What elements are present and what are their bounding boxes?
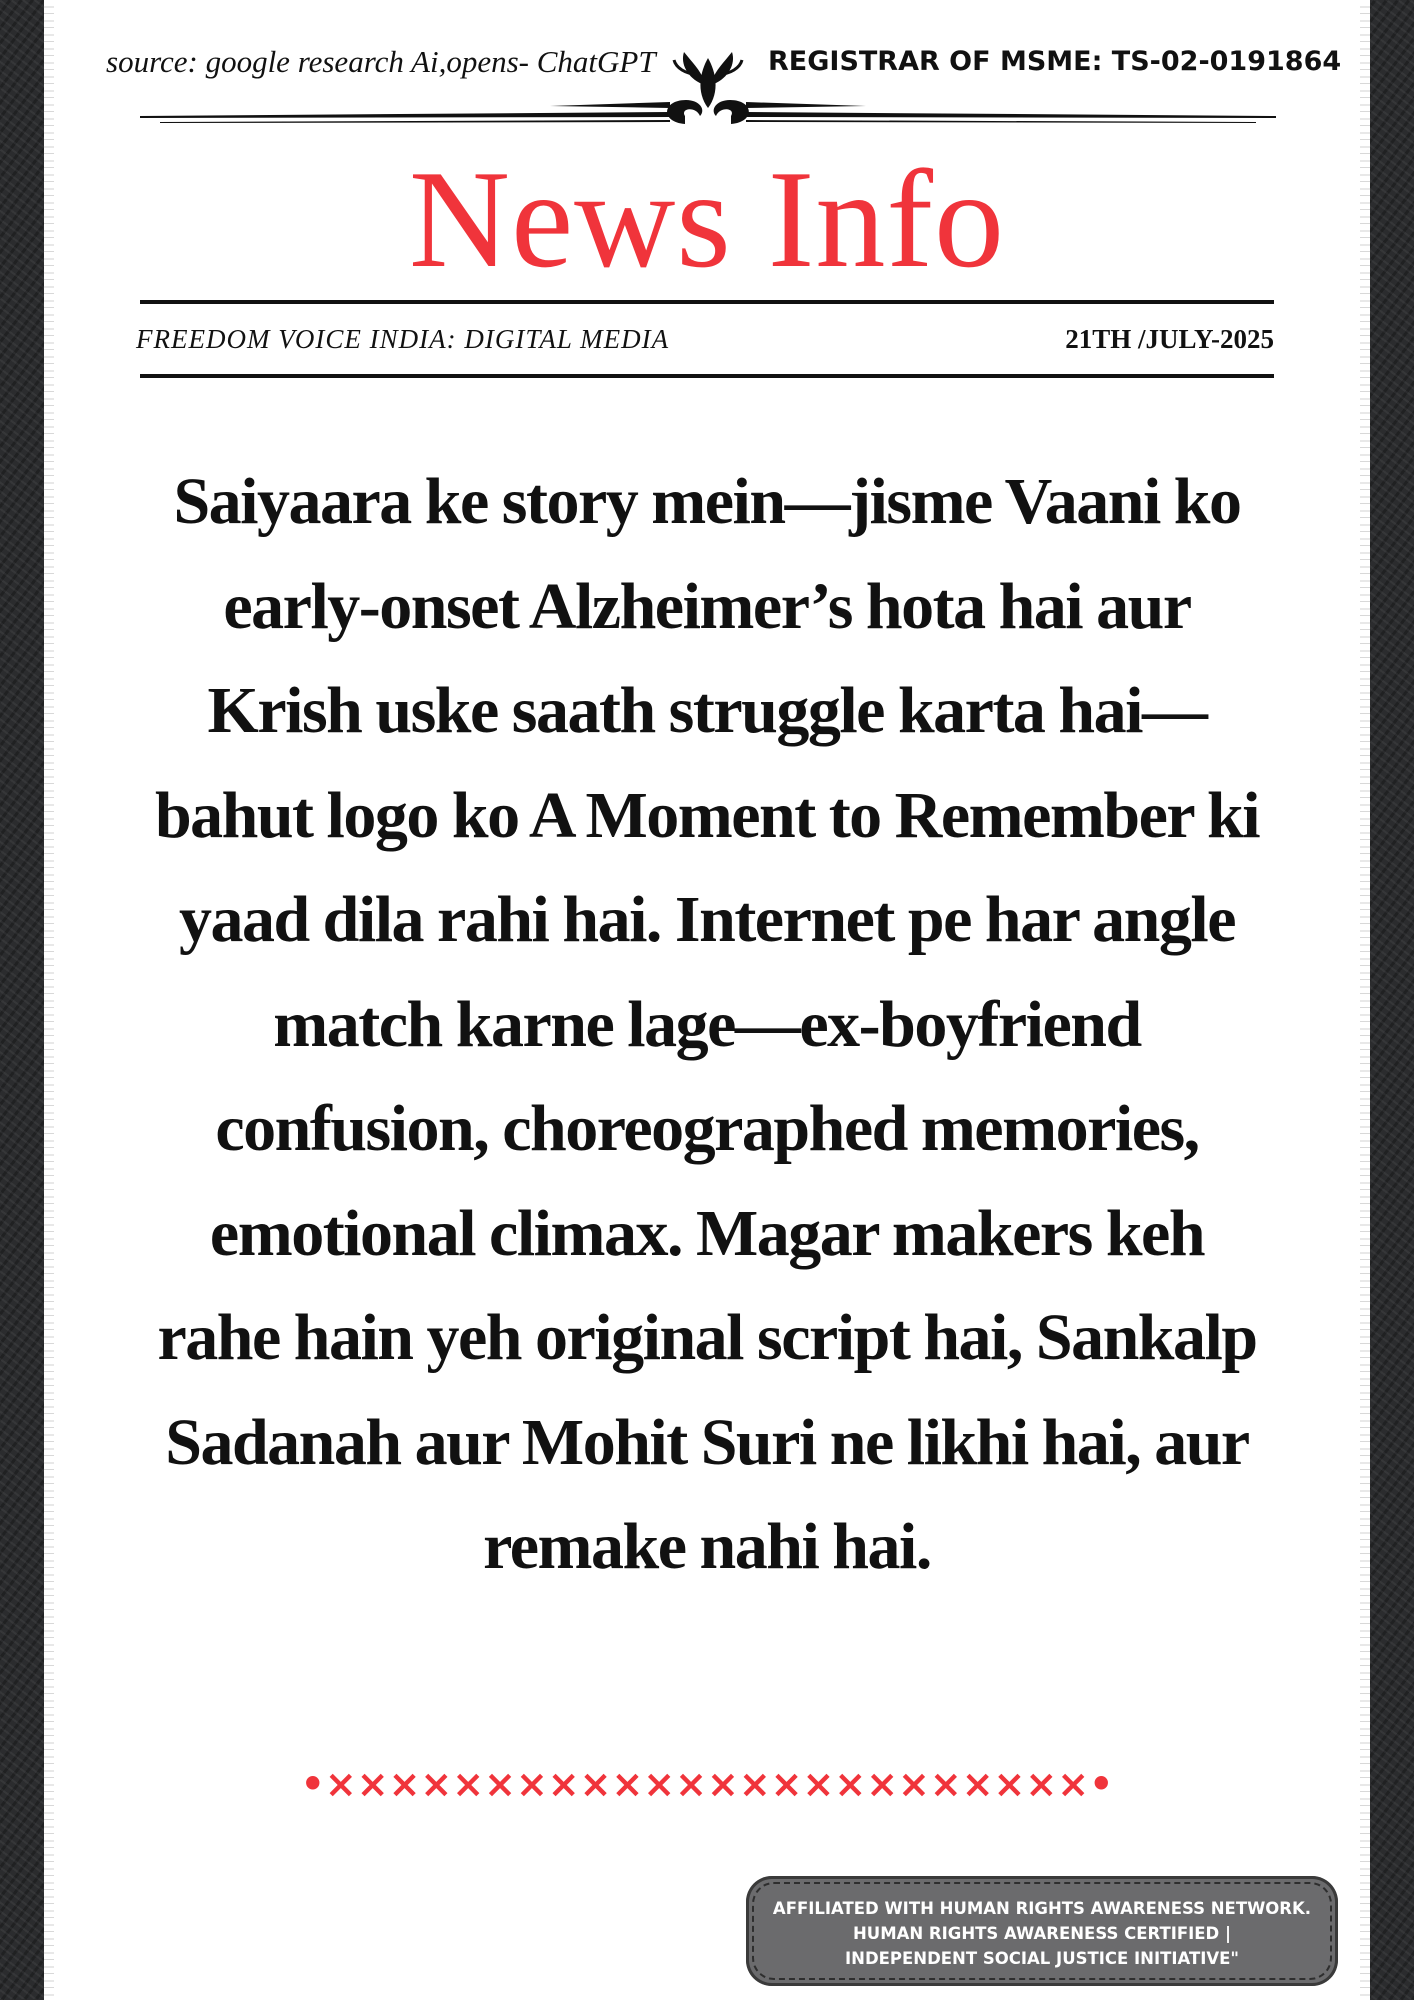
newspaper-title: News Info [408, 142, 1006, 297]
badge-text [746, 1896, 1338, 1971]
publication-name: FREEDOM VOICE INDIA: DIGITAL MEDIA [136, 324, 670, 354]
badge-line-3: INDEPENDENT SOCIAL JUSTICE INITIATIVE" [845, 1949, 1239, 1968]
decorative-divider: •××××××××××××××××××××××××• [300, 1762, 1114, 1806]
registrar-number: REGISTRAR OF MSME: TS-02-0191864 [768, 46, 1342, 77]
article-body: Saiyaara ke story mein—jisme Vaani ko early-onset Alzheimer’s hota hai aur Krish uske saath struggle karta hai—bahut logo ko A Moment to Remember ki yaad dila rahi hai. Internet pe har angle match karne lage—ex-boyfriend confusion, choreographed memories, emotional climax. Magar makers keh rahe hain yeh original script hai, Sankalp Sadanah aur Mohit Suri ne likhi hai, aur remake nahi hai. [154, 465, 1260, 1583]
source-credit: source: google research Ai,opens- ChatGPT [106, 44, 656, 79]
affiliation-badge [746, 1876, 1338, 1986]
masthead-rule-top [140, 300, 1274, 304]
masthead-rule-bottom [140, 374, 1274, 378]
issue-date: 21TH /JULY-2025 [1065, 324, 1274, 354]
badge-line-1: AFFILIATED WITH HUMAN RIGHTS AWARENESS NETWORK. [772, 1899, 1312, 1918]
news-sheet [52, 0, 1362, 2000]
badge-line-2: HUMAN RIGHTS AWARENESS CERTIFIED | [852, 1924, 1231, 1943]
